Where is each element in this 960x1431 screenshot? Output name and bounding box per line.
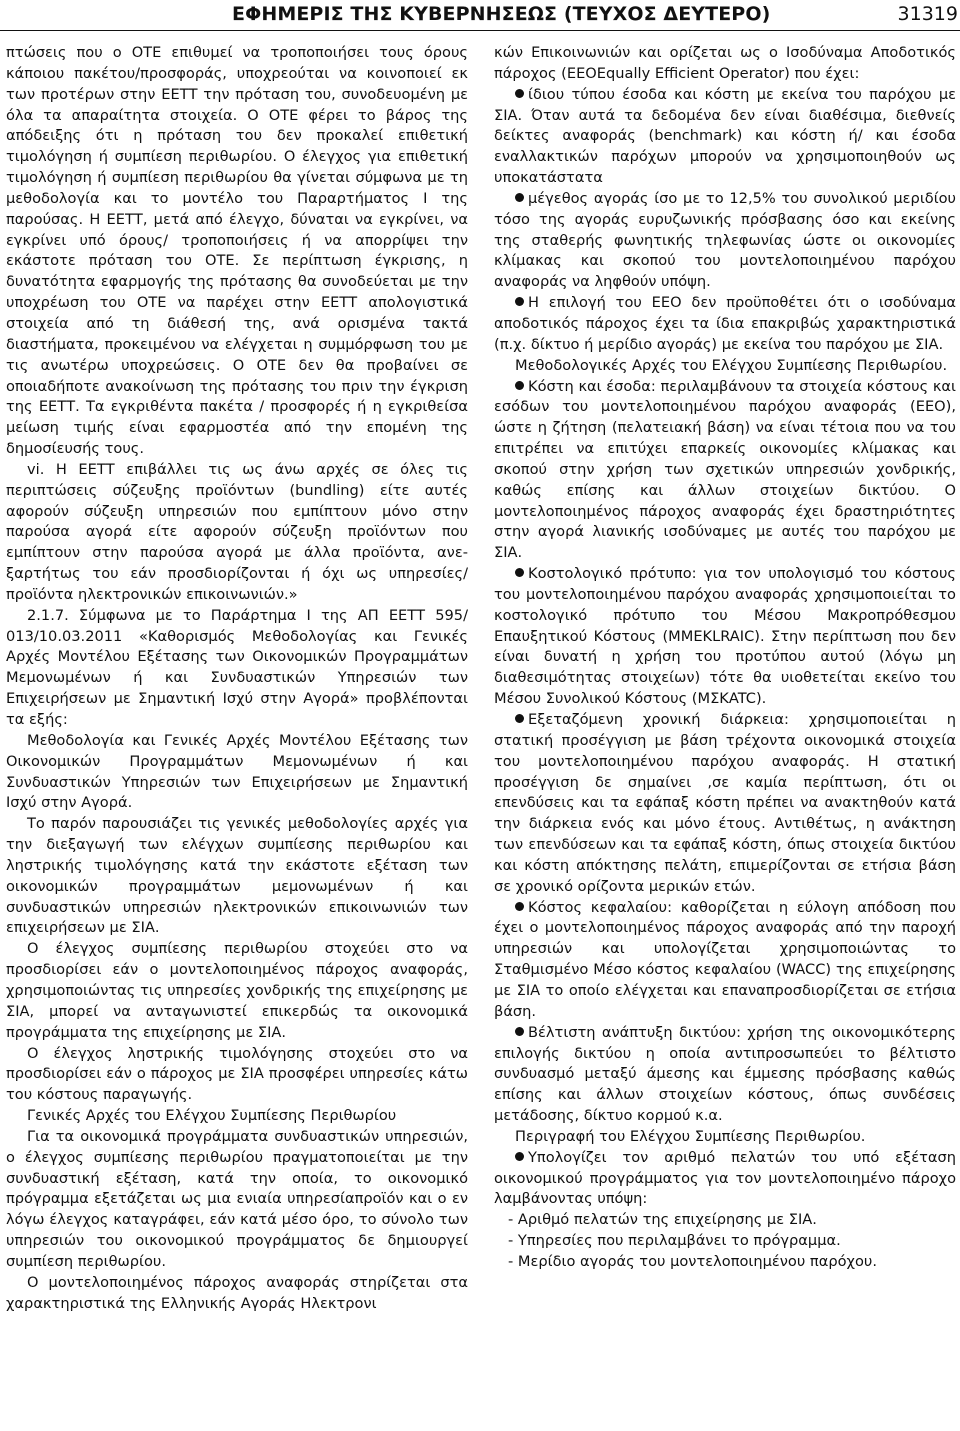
paragraph: Μεθοδολογία και Γενικές Αρχές Μοντέλου Εξέτασης των Οικονομικών Προγραμμάτων Μεμονωμένων ή και Συνδυαστικών Υπηρεσιών των Επιχειρήσεων με Σημαντική Ισχύ στην Αγορά. bbox=[6, 731, 468, 812]
bullet-item bbox=[494, 898, 956, 1023]
bullet-text: Κόστη και έσοδα: περιλαμβάνουν τα στοιχεία κόστους και εσόδων του μοντελοποιημένου παρόχου αναφοράς (ΕΕΟ), ώστε η ζήτηση (πελατειακή βάση) να είναι τέτοια που να του επιτρέπει να επιτύχει επαρκείς οικονομίες κλίμακας και σκοπού στην χρήση των σχετικών υπηρεσιών χονδρικής, καθώς επίσης και άλλων στοιχείων δικτύου. Ο μοντελοποιημένος πάροχος αναφοράς έχει δραστηριότητες στην αγορά λιανικής ισοδύναμες με αυτές του παρόχου με ΣΙΑ. bbox=[494, 377, 956, 562]
bullet-text: Εξεταζόμενη χρονική διάρκεια: χρησιμοποιείται η στατική προσέγγιση με βάση τρέχοντα οικονομικά στοιχεία του μοντελοποιημένου παρόχου αναφοράς. Η στατική προσέγγιση δε σημαίνει ,σε καμία περίπτωση, ότι οι επενδύσεις και τα εφάπαξ κόστη πρέπει να ανακτηθούν κατά την διάρκεια ενός και μόνο έτους. Αντιθέτως, η ανάκτηση των επενδύσεων και τα εφάπαξ κόστη, όπως στοιχεία δικτύου και κόστη απόκτησης πελάτη, επιμερίζονται σε ετήσια βάση σε χρονικό ορίζοντα μερικών ετών. bbox=[494, 711, 956, 895]
paragraph: πτώσεις που ο ΟΤΕ επιθυμεί να τροποποιήσει τους όρους κάποιου πακέτου/προσφοράς, υποχρεούται να κοινοποιεί εκ των προτέρων στην ΕΕΤΤ την πρόταση του, συνοδευομένη με όλα τα απαραίτητα στοιχεία. Ο ΟΤΕ φέρει το βάρος της απόδειξης ότι η πρόταση του δεν προκαλεί επιθετική τιμολόγηση ή συμπίεση περιθωρίου. Ο έλεγχος για επιθετική τιμολόγηση ή συμπίεση περιθωρίου θα γίνεται σύμφωνα με τη μεθοδολογία και το μοντέλο του Παραρτήματος Ι της παρούσας. Η ΕΕΤΤ, μετά από έλεγχο, δύναται να εγκρίνει, να εγκρίνει υπό όρους/ τροποποιήσεις ή να απορρίψει την εκάστοτε πρόταση του ΟΤΕ. Σε περίπτωση έγκρισης, η δυνατότητα εφαρμογής της πρότασης θα συνοδεύεται με την υποχρέωση του ΟΤΕ να παρέχει στην ΕΕΤΤ απολογιστικά στοιχεία από τη διάθεσή της, ανά ορισμένα τακτά διαστήματα, προκειμένου να ελέγχεται η συμμόρφωση του με τις ανωτέρω υποχρεώσεις. Ο ΟΤΕ δεν θα προβαίνει σε οποιαδήποτε ανακοίνωση της πρότασης του πριν την έγκριση της ΕΕΤΤ. Τα εγκριθέντα πακέτα / προσφορές ή η εγκριθείσα μείωση τιμής είναι εφαρμοστέα από την επομένη της δημοσίευσής τους. bbox=[6, 44, 468, 458]
paragraph: 2.1.7. Σύμφωνα με το Παράρτημα Ι της ΑΠ ΕΕΤΤ 595/ 013/10.03.2011 «Καθορισμός Μεθοδολογίας και Γενικές Αρχές Μοντέλου Εξέτασης των Οικονομικών Προγραμμάτων Μεμονωμένων ή και Συνδυαστικών Υπηρεσιών των Επιχειρήσεων με Σημαντική Ισχύ στην Αγορά» προβλέπονται τα εξής: bbox=[6, 606, 468, 728]
paragraph: vi. Η ΕΕΤΤ επιβάλλει τις ως άνω αρχές σε όλες τις περιπτώσεις σύζευξης προϊόντων (bundling) είτε αυτές αφορούν σύζευξη υπηρεσιών που εμπίπτουν μόνο στην παρούσα αγορά είτε αφορούν σύζευξη προϊόντων που εμπίπτουν στην παρούσα αγορά με άλλα προϊόντα, ανεξαρτήτως του εάν προσδιορίζονται ή όχι ως υπηρεσίες/ προϊόντα ηλεκτρονικών επικοινωνιών.» bbox=[6, 460, 468, 603]
bullet-icon bbox=[515, 297, 524, 306]
bullet-icon bbox=[515, 568, 524, 577]
dash-item: - Υπηρεσίες που περιλαμβάνει το πρόγραμμα. bbox=[508, 1232, 841, 1250]
gazette-title: ΕΦΗΜΕΡΙΣ ΤΗΣ ΚΥΒΕΡΝΗΣΕΩΣ (ΤΕΥΧΟΣ ΔΕΥΤΕΡΟ) bbox=[232, 3, 771, 25]
bullet-icon bbox=[515, 193, 524, 202]
dash-item: - Αριθμό πελατών της επιχείρησης με ΣΙΑ. bbox=[508, 1211, 817, 1229]
bullet-item bbox=[494, 564, 956, 710]
left-column bbox=[6, 43, 468, 1314]
bullet-icon bbox=[515, 1027, 524, 1036]
bullet-text: Η επιλογή του ΕΕΟ δεν προϋποθέτει ότι ο ισοδύναμα αποδοτικός πάροχος έχει τα ίδια επακριβώς χαρακτηριστικά (π.χ. δίκτυο ή μερίδιο αγοράς) με εκείνα του παρόχου με ΣΙΑ. bbox=[494, 294, 956, 353]
bullet-item bbox=[494, 377, 956, 565]
bullet-text: Υπολογίζει τον αριθμό πελατών του υπό εξέταση οικονομικού προγράμματος για τον μοντελοποιημένο πάροχο λαμβάνοντας υπόψη: bbox=[494, 1148, 956, 1208]
bullet-item bbox=[494, 1148, 956, 1211]
bullet-item bbox=[494, 710, 956, 898]
bullet-icon bbox=[515, 1152, 524, 1161]
bullet-icon bbox=[515, 381, 524, 390]
paragraph: Το παρόν παρουσιάζει τις γενικές μεθοδολογίες αρχές για την διεξαγωγή των ελέγχων συμπίεσης περιθωρίου και ληστρικής τιμολόγησης κατά την εκάστοτε εξέταση των οικονομικών προγραμμάτων μεμονωμένων ή και συνδυαστικών υπηρεσιών ηλεκτρονικών επικοινωνιών των επιχειρήσεων με ΣΙΑ. bbox=[6, 815, 468, 937]
bullet-text: Βέλτιστη ανάπτυξη δικτύου: χρήση της οικονομικότερης επιλογής δικτύου η οποία αντιπροσωπεύει το βέλτιστο συνδυασμό μεταξύ άμεσης και έμμεσης πρόσβασης καθώς επίσης και άλλων στοιχείων κόστους, όπως συνδέσεις μετάδοσης, δίκτυο κορμού κ.α. bbox=[494, 1023, 956, 1125]
bullet-text: ίδιου τύπου έσοδα και κόστη με εκείνα του παρόχου με ΣΙΑ. Όταν αυτά τα δεδομένα δεν είναι διαθέσιμα, διεθνείς δείκτες αναφοράς (benchmark) και κόστη ή/ και έσοδα εναλλακτικών παρόχων μπορούν να χρησιμοποιηθούν ως υποκατάστατα bbox=[494, 85, 956, 187]
page-number: 31319 bbox=[897, 3, 958, 25]
bullet-icon bbox=[515, 89, 524, 98]
bullet-text: μέγεθος αγοράς ίσο με το 12,5% του συνολικού μεριδίου τόσο της αγοράς ευρυζωνικής πρόσβασης όσο και εκείνης της σταθερής φωνητικής τηλεφωνίας ώστε οι οικονομίες κλίμακας και σκοπού του μοντελοποιημένου παρόχου αναφοράς να ληφθούν υπόψη. bbox=[494, 189, 956, 291]
section-heading: Γενικές Αρχές του Ελέγχου Συμπίεσης Περιθωρίου bbox=[27, 1107, 397, 1125]
bullet-item bbox=[494, 85, 956, 189]
page-header bbox=[0, 0, 960, 31]
right-column bbox=[494, 43, 956, 1273]
paragraph: Ο έλεγχος συμπίεσης περιθωρίου στοχεύει στο να προσδιορίσει εάν ο μοντελοποιημένος πάροχος αναφοράς, χρησιμοποιώντας τις υπηρεσίες χονδρικής της επιχείρησης με ΣΙΑ, μπορεί να ανταγωνιστεί επικερδώς τα οικονομικά προγράμματα της επιχείρησης με ΣΙΑ. bbox=[6, 940, 468, 1041]
paragraph: Για τα οικονομικά προγράμματα συνδυαστικών υπηρεσιών, ο έλεγχος συμπίεσης περιθωρίου πραγματοποιείται με την συνδυαστική εξέταση, κατά την οποία, το οικονομικό πρόγραμμα εξετάζεται ως μια ενιαία υπηρεσίαπροϊόν και ο εν λόγω έλεγχος καταγράφει, εάν κατά μέσο όρο, το σύνολο των υπηρεσιών του οικονομικού προγράμματος δε δημιουργεί συμπίεση περιθωρίου. bbox=[6, 1127, 468, 1270]
paragraph: κών Επικοινωνιών και ορίζεται ως ο Ισοδύναμα Αποδοτικός πάροχος (ΕΕΟEqually Efficient Operator) που έχει: bbox=[494, 44, 956, 82]
paragraph: Ο έλεγχος ληστρικής τιμολόγησης στοχεύει στο να προσδιορίσει εάν ο πάροχος με ΣΙΑ προσφέρει υπηρεσίες κάτω του κόστους παραγωγής. bbox=[6, 1044, 468, 1104]
bullet-text: Κοστολογικό πρότυπο: για τον υπολογισμό του κόστους του μοντελοποιημένου παρόχου αναφοράς χρησιμοποιείται το κοστολογικό πρότυπο του Μέσου Μακροπρόθεσμου Επαυξητικού Κόστους (ΜΜΕΚLRAIC). Στην περίπτωση που δεν είναι δυνατή η χρήση του προτύπου αυτού (λόγω μη διαθεσιμότητας στοιχείων) τότε θα υιοθετείται εκείνο του Μέσου Συνολικού Κόστους (ΜΣΚATC). bbox=[494, 565, 956, 708]
section-heading: Μεθοδολογικές Αρχές του Ελέγχου Συμπίεσης Περιθωρίου. bbox=[515, 356, 948, 374]
bullet-item bbox=[494, 1023, 956, 1127]
bullet-item bbox=[494, 189, 956, 293]
bullet-text: Κόστος κεφαλαίου: καθορίζεται η εύλογη απόδοση που έχει ο μοντελοποιημένος πάροχος αναφοράς από την παροχή υπηρεσιών και υπολογίζεται χρησιμοποιώντας το Σταθμισμένο Μέσο κόστος κεφαλαίου (WACC) της επιχείρησης με ΣΙΑ το οποίο ελέγχεται και επαναπροσδιορίζεται σε ετήσια βάση. bbox=[494, 898, 956, 1020]
bullet-item bbox=[494, 293, 956, 356]
bullet-icon bbox=[515, 902, 524, 911]
bullet-icon bbox=[515, 714, 524, 723]
dash-item: - Μερίδιο αγοράς του μοντελοποιημένου παρόχου. bbox=[508, 1252, 877, 1270]
section-heading: Περιγραφή του Ελέγχου Συμπίεσης Περιθωρίου. bbox=[515, 1127, 866, 1145]
paragraph: Ο μοντελοποιημένος πάροχος αναφοράς στηρίζεται στα χαρακτηριστικά της Ελληνικής Αγοράς Ηλεκτρονι bbox=[6, 1273, 468, 1312]
